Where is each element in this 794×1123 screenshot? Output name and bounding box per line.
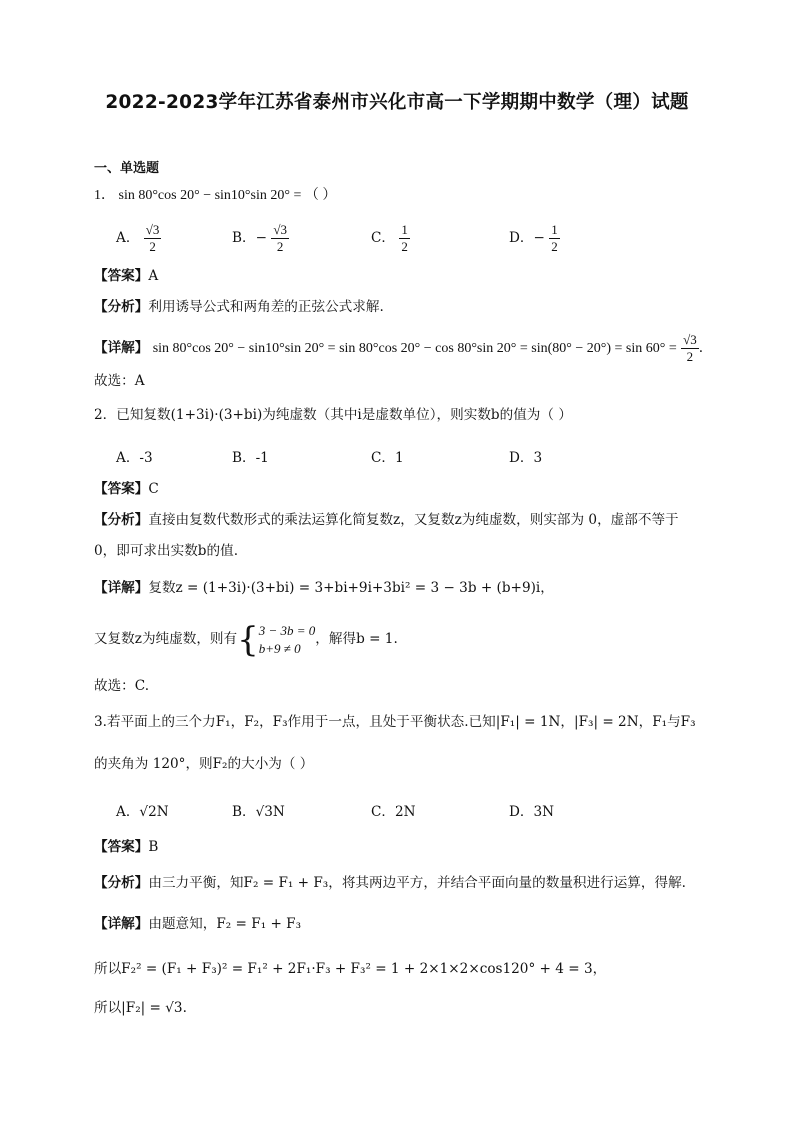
analysis-tag: 【分析】	[94, 299, 149, 315]
page-title: 2022-2023学年江苏省泰州市兴化市高一下学期期中数学（理）试题	[105, 92, 689, 113]
q2-analysis-text: 直接由复数代数形式的乘法运算化简复数z，又复数z为纯虚数，则实部为 0，虚部不等于	[148, 512, 679, 528]
q1-option-a-label: A．	[116, 230, 140, 246]
system-line-2: b+9 ≠ 0	[258, 640, 301, 656]
q3-stem-line1: 3.若平面上的三个力F₁，F₂，F₃作用于一点，且处于平衡状态.已知|F₁| = 1N，|F₃| = 2N，F₁与F₃	[94, 714, 696, 730]
q3-option-b: B．√3N	[232, 804, 285, 820]
q1-option-b-value: $\frac{√3}{2}$	[273, 222, 287, 254]
q1-answer	[94, 267, 158, 285]
q3-analysis-text: 由三力平衡，知F₂ = F₁ + F₃，将其两边平方，并结合平面向量的数量积进行运算，得解.	[148, 875, 686, 891]
q1-detail-end: .	[698, 340, 704, 356]
q3-option-d: D．3N	[509, 804, 555, 820]
system-line-1: 3 − 3b = 0	[258, 622, 316, 638]
q1-option-b-label: B．−	[232, 230, 267, 246]
q3-option-a: A．√2N	[116, 804, 169, 820]
q2-analysis	[94, 511, 679, 529]
q2-option-b: B．-1	[232, 450, 269, 466]
q1-detail-fraction: $\frac{√3}{2}$	[683, 332, 697, 364]
q1-option-c-label: C．	[371, 230, 395, 246]
q1-option-d-label: D．−	[509, 230, 545, 246]
q2-option-c: C．1	[371, 450, 404, 466]
q2-detail-text: 复数z = (1+3i)·(3+bi) = 3+bi+9i+3bi² = 3 − 3b + (b+9)i，	[148, 580, 554, 596]
q2-analysis-line2: 0，即可求出实数b的值.	[94, 543, 239, 559]
q2-option-a: A．-3	[116, 450, 153, 466]
q2-detail2-pre: 又复数z为纯虚数，则有	[94, 631, 238, 647]
answer-tag: 【答案】	[94, 839, 149, 855]
q3-detail-line2: 所以F₂² = (F₁ + F₃)² = F₁² + 2F₁·F₃ + F₃² = 1 + 2×1×2×cos120° + 4 = 3，	[94, 961, 607, 977]
answer-tag: 【答案】	[94, 481, 149, 497]
q1-analysis-text: 利用诱导公式和两角差的正弦公式求解.	[148, 299, 384, 315]
q1-option-c	[371, 222, 410, 255]
q3-detail	[94, 915, 301, 933]
q2-answer	[94, 480, 159, 498]
analysis-tag: 【分析】	[94, 875, 149, 891]
q1-option-d	[509, 222, 560, 255]
brace-symbol: {	[237, 619, 259, 660]
detail-tag: 【详解】	[94, 580, 149, 596]
q1-stem: 1． sin 80°cos 20° − sin10°sin 20° = （ ）	[94, 188, 337, 203]
q3-detail-text: 由题意知，F₂ = F₁ + F₃	[148, 916, 302, 932]
q2-stem: 2．已知复数(1+3i)·(3+bi)为纯虚数（其中i是虚数单位），则实数b的值为（ ）	[94, 407, 572, 423]
q1-option-b	[232, 222, 289, 255]
q2-conclusion: 故选：C.	[94, 678, 150, 694]
q1-detail-text: sin 80°cos 20° − sin10°sin 20° = sin 80°cos 20° − cos 80°sin 20° = sin(80° − 20°) = sin 60° =	[152, 341, 677, 356]
q3-stem-line2: 的夹角为 120°，则F₂的大小为（ ）	[94, 756, 314, 772]
q2-detail-system	[94, 620, 398, 658]
q3-analysis	[94, 874, 686, 892]
q1-option-a	[116, 222, 161, 255]
q2-detail	[94, 579, 554, 597]
q3-detail-line3: 所以|F₂| = √3.	[94, 1000, 187, 1016]
q2-option-d: D．3	[509, 450, 543, 466]
answer-tag: 【答案】	[94, 268, 149, 284]
detail-tag: 【详解】	[94, 916, 149, 932]
detail-tag: 【详解】	[94, 340, 149, 356]
q1-detail	[94, 332, 703, 365]
equation-system	[259, 622, 316, 658]
q1-option-c-value: $\frac{1}{2}$	[401, 222, 408, 254]
q1-option-d-value: $\frac{1}{2}$	[551, 222, 558, 254]
q2-detail2-post: ，解得b = 1.	[315, 631, 398, 647]
q1-answer-value: A	[148, 268, 159, 284]
q3-answer-value: B	[148, 839, 159, 855]
q2-answer-value: C	[148, 481, 159, 497]
q3-answer	[94, 838, 158, 856]
section-heading: 一、单选题	[94, 161, 160, 176]
analysis-tag: 【分析】	[94, 512, 149, 528]
q1-analysis	[94, 298, 384, 316]
q1-option-a-value: $\frac{√3}{2}$	[145, 222, 160, 254]
q1-conclusion: 故选：A	[94, 373, 145, 389]
q3-option-c: C．2N	[371, 804, 416, 820]
